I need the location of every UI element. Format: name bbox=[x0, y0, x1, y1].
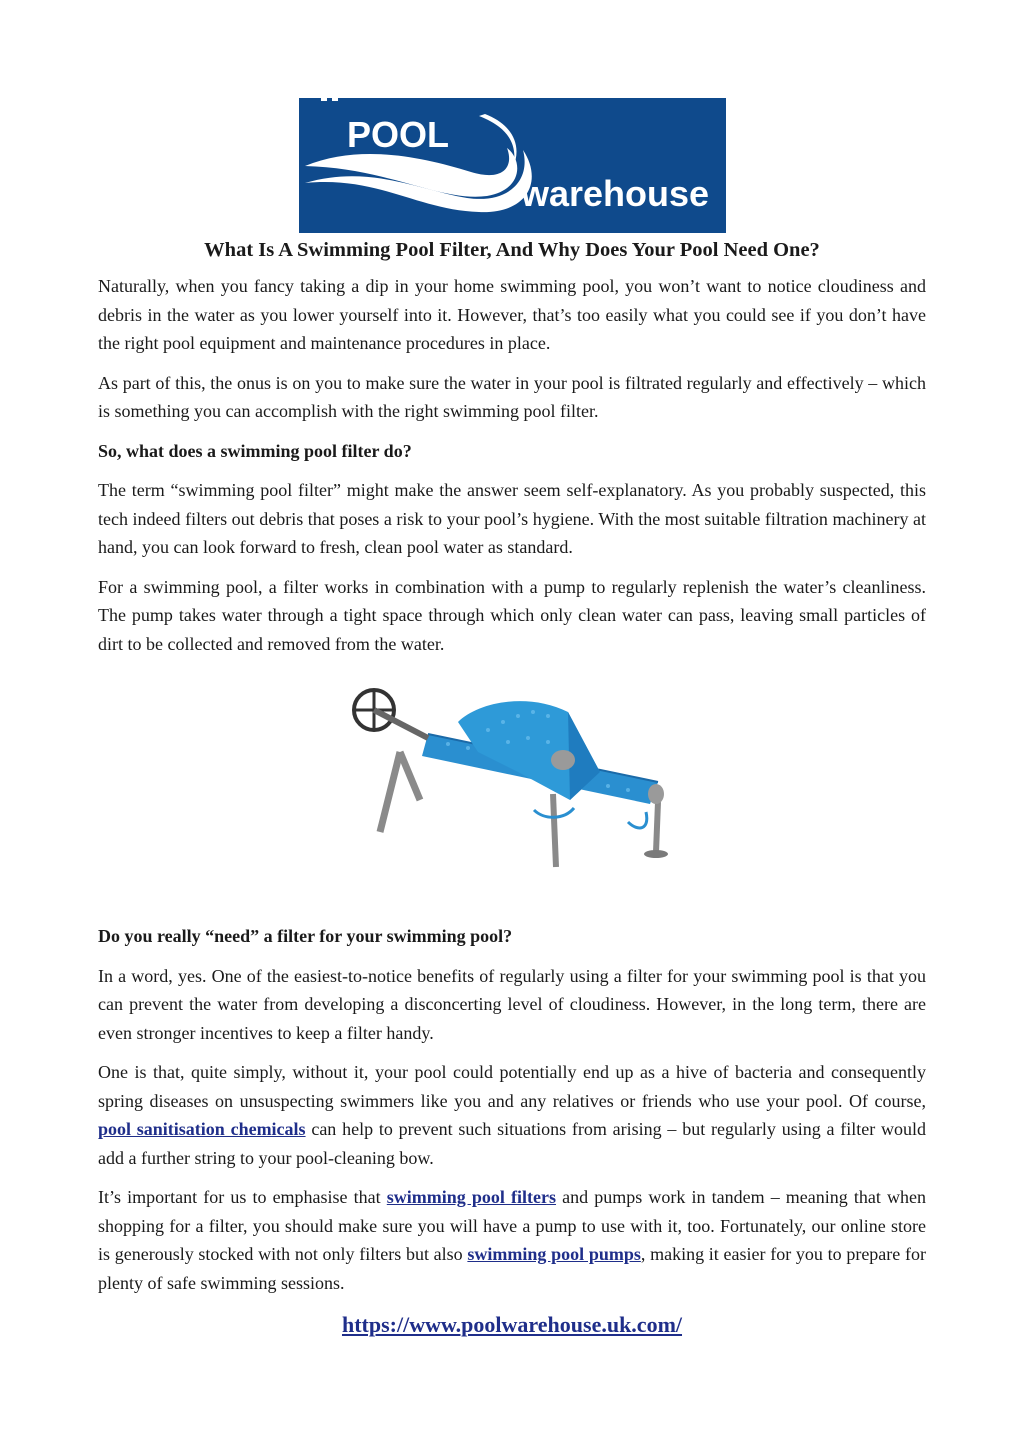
website-url-link[interactable]: https://www.poolwarehouse.uk.com/ bbox=[341, 1312, 683, 1337]
paragraph: As part of this, the onus is on you to make sure the water in your pool is filtrated regularly and effectively – which is something you can accomplish with the right swimming pool filter. bbox=[98, 372, 926, 421]
text-span: It’s important for us to emphasise that bbox=[98, 1187, 387, 1207]
logo-text-warehouse: warehouse bbox=[521, 173, 710, 214]
swimming-pool-filters-link[interactable]: swimming pool filters bbox=[386, 1187, 557, 1207]
pool-warehouse-logo bbox=[299, 98, 726, 233]
footer-url-line bbox=[98, 1311, 926, 1340]
section-heading: Do you really “need” a filter for your swimming pool? bbox=[98, 926, 513, 946]
paragraph bbox=[98, 1058, 926, 1172]
paragraph: The term “swimming pool filter” might make the answer seem self-explanatory. As you probably suspected, this tech indeed filters out debris that poses a risk to your pool’s hygiene. With the most suitable filtration machinery at hand, you can look forward to fresh, clean pool water as standard. bbox=[98, 480, 926, 557]
text-span: can help to prevent such situations from arising – but regularly using a filter would add a further string to your pool-cleaning bow. bbox=[98, 1119, 926, 1168]
swimming-pool-pumps-link[interactable]: swimming pool pumps bbox=[467, 1244, 641, 1264]
pool-sanitisation-chemicals-link[interactable]: pool sanitisation chemicals bbox=[98, 1119, 306, 1139]
text-span: and pumps work in tandem – meaning that when shopping for a filter, you should make sure you will have a pump to use with it, too. Fortunately, our online store is generously stocked with not only filters but also bbox=[98, 1187, 926, 1264]
paragraph: Naturally, when you fancy taking a dip in your home swimming pool, you won’t want to notice cloudiness and debris in the water as you lower yourself into it. However, that’s too easily what you could see if you don’t have the right pool equipment and maintenance procedures in place. bbox=[98, 276, 926, 353]
paragraph: For a swimming pool, a filter works in combination with a pump to regularly replenish the water’s cleanliness. The pump takes water through a tight space through which only clean water can pass, leaving small particles of dirt to be collected and removed from the water. bbox=[98, 576, 926, 654]
paragraph bbox=[98, 1183, 926, 1297]
article-body bbox=[98, 272, 926, 1351]
section-heading: So, what does a swimming pool filter do? bbox=[98, 440, 412, 461]
logo-text-pool: POOL bbox=[347, 114, 450, 155]
page-title: What Is A Swimming Pool Filter, And Why Does Your Pool Need One? bbox=[204, 239, 820, 261]
text-span: , making it easier for you to prepare for plenty of safe swimming sessions. bbox=[98, 1244, 926, 1293]
text-span: One is that, quite simply, without it, your pool could potentially end up as a hive of bacteria and consequently spring diseases on unsuspecting swimmers like you and any relatives or friends who use your pool. Of course, bbox=[98, 1062, 926, 1111]
paragraph: In a word, yes. One of the easiest-to-notice benefits of regularly using a filter for your swimming pool is that you can prevent the water from developing a disconcerting level of cloudiness. However, in the long term, there are even stronger incentives to keep a filter handy. bbox=[98, 965, 926, 1043]
pool-cover-roller-image bbox=[98, 682, 926, 892]
